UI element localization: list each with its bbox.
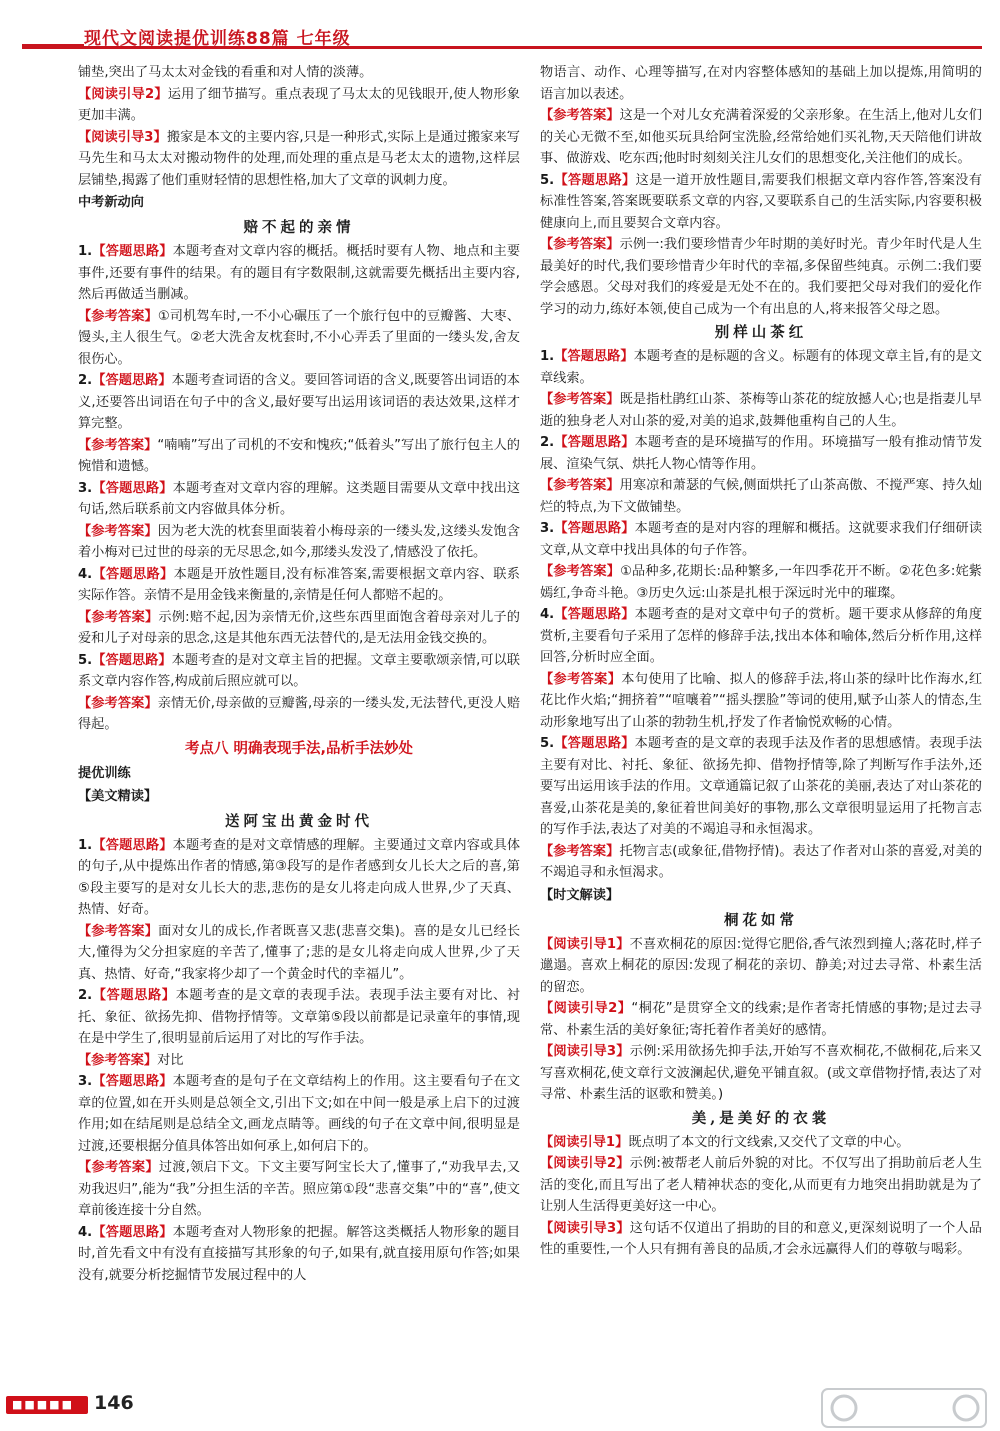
answer-paragraph <box>540 733 982 841</box>
question-number: 3. <box>540 521 555 536</box>
paragraph-text: 本题考查的是句子在文章结构上的作用。这主要看句子在文章的位置,如在开头则是总领全文,引出下文;如在中间一般是承上启下的过渡作用;如在结尾则是总结全文,画龙点睛等。画线的句子在文章中间,很明显是过渡,还要根据分值具体答出如何承上,如何启下的。 <box>78 1074 521 1154</box>
section-heading: 【美文精读】 <box>78 788 158 804</box>
section-tag: 【参考答案】 <box>78 923 159 939</box>
section-tag: 【参考答案】 <box>540 108 620 123</box>
answer-paragraph <box>540 518 982 561</box>
answer-paragraph <box>78 650 520 693</box>
section-heading: 【时文解读】 <box>540 887 620 903</box>
section-tag: 【参考答案】 <box>78 609 159 625</box>
article-title: 送阿宝出黄金时代 <box>225 812 373 830</box>
page-number: 146 <box>94 1392 134 1414</box>
answer-paragraph <box>78 1157 520 1222</box>
answer-paragraph <box>78 521 520 564</box>
section-tag: 【答题思路】 <box>92 1224 173 1240</box>
answer-paragraph <box>78 835 520 921</box>
section-tag: 【答题思路】 <box>92 1074 173 1089</box>
paragraph-text: 本题考查词语的含义。要回答词语的含义,既要答出词语的本义,还要答出词语在句子中的含义,最好要写出运用该词语的表达效果,这样才算完整。 <box>78 373 520 431</box>
question-number: 4. <box>78 566 93 582</box>
section-tag: 【参考答案】 <box>540 843 620 859</box>
paragraph-text: 本题考查的是标题的含义。标题有的体现文章主旨,有的是文章线索。 <box>540 349 982 386</box>
paragraph-text: 不喜欢桐花的原因:觉得它肥俗,香气浓烈到撞人;落花时,样子邋遢。喜欢上桐花的原因:发现了桐花的亲切、静美;对过去寻常、朴素生活的留恋。 <box>540 936 982 995</box>
section-tag: 【参考答案】 <box>540 671 622 687</box>
answer-paragraph <box>540 475 982 518</box>
right-column <box>540 62 982 1261</box>
section-heading: 中考新动向 <box>78 195 144 210</box>
watermark-logo <box>820 1385 990 1431</box>
paragraph-text: 本句使用了比喻、拟人的修辞手法,将山茶的绿叶比作海水,红花比作火焰;“拥挤着”“喧嚷着”“摇头摆脸”等词的使用,赋予山茶人的情态,生动形象地写出了山茶的勃勃生机,抒发了作者愉悦欢畅的心情。 <box>540 671 983 730</box>
paragraph-text: 对比 <box>157 1052 184 1068</box>
paragraph-text: 这句话不仅道出了捐助的目的和意义,更深刻说明了一个人品性的重要性,一个人只有拥有善良的品质,才会永远赢得人们的尊敬与喝彩。 <box>540 1220 982 1257</box>
question-number: 5. <box>78 652 93 668</box>
paragraph-text: 铺垫,突出了马太太对金钱的看重和对人情的淡薄。 <box>78 65 373 80</box>
section-tag: 【参考答案】 <box>78 695 158 711</box>
paragraph-text: 示例一:我们要珍惜青少年时期的美好时光。青少年时代是人生最美好的时代,我们要珍惜青少年时代的幸福,多保留些纯真。示例二:我们要学会感恩。父母对我们的疼爱是无处不在的。我们要把父母对我们的爱化作学习的动力,练好本领,使自己成为一个有出息的人,将来报答父母之恩。 <box>540 237 982 317</box>
answer-paragraph <box>540 561 982 604</box>
book-title: 现代文阅读提优训练88篇 七年级 <box>84 29 351 49</box>
question-number: 2. <box>78 373 93 388</box>
paragraph-text: 本题考查对文章内容的理解。这类题目需要从文章中找出这句话,然后联系前文内容做具体分析。 <box>78 480 521 517</box>
paragraph-text: 用寒凉和萧瑟的气候,侧面烘托了山茶高傲、不搅严寒、持久灿烂的特点,为下文做铺垫。 <box>540 478 982 515</box>
answer-paragraph <box>78 1050 520 1072</box>
answer-paragraph <box>540 1153 982 1218</box>
answer-paragraph <box>78 693 520 736</box>
answer-paragraph <box>78 921 520 986</box>
paragraph-text: 示例:被帮老人前后外貌的对比。不仅写出了捐助前后老人生活的变化,而且写出了老人精神状态的变化,从而更有力地突出捐助就是为了让别人生活得更美好这一中心。 <box>540 1156 982 1214</box>
section-tag: 【参考答案】 <box>540 392 620 407</box>
question-number: 1. <box>78 244 93 259</box>
paragraph-text: 示例:采用欲扬先抑手法,开始写不喜欢桐花,不做桐花,后来又写喜欢桐花,使文章行文波澜起伏,避免平铺直叙。(或文章借物抒情,表达了对寻常、朴素生活的讴歌和赞美。) <box>540 1044 982 1102</box>
paragraph-text: 托物言志(或象征,借物抒情)。表达了作者对山茶的喜爱,对美的不竭追寻和永恒渴求。 <box>540 843 983 880</box>
answer-paragraph <box>540 841 982 884</box>
answer-paragraph <box>78 478 520 521</box>
section-tag: 【答题思路】 <box>554 172 636 188</box>
paragraph-text: 运用了细节描写。重点表现了马太太的见钱眼开,使人物形象更加丰满。 <box>78 86 520 123</box>
answer-paragraph <box>540 346 982 389</box>
question-number: 4. <box>78 1224 93 1240</box>
section-tag: 【答题思路】 <box>554 521 635 536</box>
section-tag: 【参考答案】 <box>78 437 158 453</box>
section-tag: 【阅读引导2】 <box>78 86 168 102</box>
answer-paragraph <box>540 1218 982 1261</box>
paragraph-text: 这是一个对儿女充满着深爱的父亲形象。在生活上,他对儿女们的关心无微不至,如他买玩具给阿宝洗脸,经常给她们买礼物,天天陪他们讲故事、做游戏、吃东西;他时时刻刻关注儿女们的思想变化,关注他们的成长。 <box>540 108 982 166</box>
section-tag: 【参考答案】 <box>78 523 158 539</box>
answer-paragraph <box>78 1222 520 1287</box>
answer-paragraph <box>78 62 520 84</box>
header-accent-bar <box>22 44 84 49</box>
answer-paragraph <box>78 985 520 1050</box>
question-number: 3. <box>78 480 93 496</box>
left-column <box>78 62 520 1286</box>
question-number: 5. <box>540 736 555 751</box>
section-tag: 【阅读引导2】 <box>540 1001 632 1016</box>
article-title: 美,是美好的衣裳 <box>691 1109 831 1127</box>
paragraph-text: 搬家是本文的主要内容,只是一种形式,实际上是通过搬家来写马先生和马太太对搬动物件的处理,而处理的重点是马老太太的遗物,这样层层铺垫,揭露了他们重财轻情的思想性格,加大了文章的讽刺力度。 <box>78 129 520 188</box>
answer-paragraph <box>540 170 982 235</box>
paragraph-text: 本题考查对人物形象的把握。解答这类概括人物形象的题目时,首先看文中有没有直接描写其形象的句子,如果有,就直接用原句作答;如果没有,就要分析挖掘情节发展过程中的人 <box>78 1224 521 1283</box>
answer-paragraph <box>540 669 982 734</box>
question-number: 4. <box>540 607 555 622</box>
paragraph-text: 因为老大洗的枕套里面装着小梅母亲的一缕头发,这缕头发饱含着小梅对已过世的母亲的无尽思念,如今,那缕头发没了,情感没了依托。 <box>78 523 520 560</box>
section-tag: 【答题思路】 <box>554 435 635 450</box>
article-title: 别样山茶红 <box>714 324 808 341</box>
paragraph-text: ①品种多,花期长:品种繁多,一年四季花开不断。②花色多:姹紫嫣红,争奇斗艳。③历史久远:山茶是扎根于深远时光中的璀璨。 <box>540 564 982 601</box>
answer-paragraph <box>78 607 520 650</box>
section-tag: 【答题思路】 <box>92 837 173 853</box>
answer-paragraph <box>540 234 982 320</box>
paragraph-text: 既点明了本文的行文线索,又交代了文章的中心。 <box>628 1134 910 1150</box>
paragraph-text: 本题是开放性题目,没有标准答案,需要根据文章内容、联系实际作答。亲情不是用金钱来衡量的,亲情是任何人都赔不起的。 <box>78 566 520 603</box>
article-title: 赔不起的亲情 <box>243 219 355 236</box>
section-tag: 【答题思路】 <box>554 349 634 364</box>
paragraph-text: 本题考查的是对内容的理解和概括。这就要求我们仔细研读文章,从文章中找出具体的句子作答。 <box>540 521 983 558</box>
question-number: 1. <box>540 349 555 364</box>
section-tag: 【阅读引导1】 <box>540 936 630 952</box>
page-header <box>22 20 982 50</box>
section-tag: 【阅读引导1】 <box>540 1134 629 1150</box>
question-number: 3. <box>78 1074 93 1089</box>
answer-paragraph <box>540 934 982 999</box>
answer-paragraph <box>540 62 982 105</box>
section-tag: 【阅读引导2】 <box>540 1156 630 1171</box>
answer-paragraph <box>78 127 520 192</box>
paragraph-text: 过渡,领启下文。下文主要写阿宝长大了,懂事了,“劝我早去,又劝我迟归”,能为“我”分担生活的辛苦。照应第①段“悲喜交集”中的“喜”,使文章前後连接十分自然。 <box>78 1160 521 1218</box>
article-title: 桐花如常 <box>724 911 798 929</box>
question-number: 2. <box>540 435 555 450</box>
section-tag: 【答题思路】 <box>554 607 635 622</box>
answer-paragraph <box>540 1041 982 1106</box>
paragraph-text: 本题考查的是文章的表现手法及作者的思想感情。表现手法主要有对比、衬托、象征、欲扬先抑、借物抒情等,除了判断写作手法外,还要写出运用该手法的作用。文章通篇记叙了山茶花的美丽,表达了对山茶花的喜爱,山茶花是美的,象征着世间美好的事物,那么文章很明显运用了托物言志的写作手法,表达了对美的不竭追寻和永恒渴求。 <box>540 736 983 837</box>
section-tag: 【阅读引导3】 <box>540 1044 630 1059</box>
paragraph-text: 既是指杜鹃红山茶、茶梅等山茶花的绽放撼人心;也是指妻儿早逝的独身老人对山茶的爱,对美的追求,鼓舞他重构自己的人生。 <box>540 392 982 429</box>
answer-paragraph <box>78 1071 520 1157</box>
answer-paragraph <box>78 84 520 127</box>
section-tag: 【答题思路】 <box>92 480 173 496</box>
section-tag: 【参考答案】 <box>540 564 621 579</box>
paragraph-text: 本题考查的是环境描写的作用。环境描写一般有推动情节发展、渲染气氛、烘托人物心情等作用。 <box>540 435 983 472</box>
answer-paragraph <box>540 105 982 170</box>
section-tag: 【阅读引导3】 <box>78 129 167 145</box>
answer-paragraph <box>540 1132 982 1154</box>
paragraph-text: 本题考查的是对文章情感的理解。主要通过文章内容或具体的句子,从中提炼出作者的情感,第③段写的是作者感到女儿长大之后的喜,第⑤段主要写的是对女儿长大的悲,悲伤的是女儿将走向成人世界,少了天真、热情、好奇。 <box>78 837 521 917</box>
question-number: 2. <box>78 988 93 1003</box>
answer-paragraph <box>78 370 520 435</box>
section-tag: 【答题思路】 <box>92 566 174 582</box>
section-tag: 【参考答案】 <box>78 1052 158 1068</box>
question-number: 1. <box>78 837 93 853</box>
paragraph-text: 这是一道开放性题目,需要我们根据文章内容作答,答案没有标准性答案,答案既要联系文章的内容,又要联系自己的生活实际,内容要积极健康向上,而且要契合文章内容。 <box>540 172 982 231</box>
paragraph-text: “桐花”是贯穿全文的线索;是作者寄托情感的事物;是过去寻常、朴素生活的美好象征;寄托着作者美好的感情。 <box>540 1001 982 1038</box>
answer-paragraph <box>78 564 520 607</box>
answer-paragraph <box>78 306 520 371</box>
paragraph-text: 面对女儿的成长,作者既喜又悲(悲喜交集)。喜的是女儿已经长大,懂得为父分担家庭的辛苦了,懂事了;悲的是女儿将走向成人世界,少了天真、热情、好奇,“我家将少却了一个黄金时代的幸福儿”。 <box>78 923 521 982</box>
section-tag: 【答题思路】 <box>92 373 172 388</box>
section-heading: 提优训练 <box>78 765 131 781</box>
section-tag: 【参考答案】 <box>78 308 158 324</box>
answer-paragraph <box>540 389 982 432</box>
section-tag: 【参考答案】 <box>78 1160 159 1175</box>
publisher-logo: ■■■■■ <box>6 1396 88 1414</box>
section-tag: 【参考答案】 <box>540 237 620 252</box>
answer-paragraph <box>540 432 982 475</box>
paragraph-text: “喃喃”写出了司机的不安和愧疚;“低着头”写出了旅行包主人的惋惜和遗憾。 <box>78 437 520 474</box>
answer-paragraph <box>540 998 982 1041</box>
answer-paragraph <box>78 435 520 478</box>
paragraph-text: 物语言、动作、心理等描写,在对内容整体感知的基础上加以提炼,用简明的语言加以表述。 <box>540 65 982 102</box>
topic-heading: 考点八 明确表现手法,品析手法妙处 <box>184 740 414 757</box>
paragraph-text: 示例:赔不起,因为亲情无价,这些东西里面饱含着母亲对儿子的爱和儿子对母亲的思念,这是其他东西无法替代的,是无法用金钱交换的。 <box>78 609 520 646</box>
section-tag: 【答题思路】 <box>92 652 172 668</box>
paragraph-text: 本题考查对文章内容的概括。概括时要有人物、地点和主要事件,还要有事件的结果。有的题目有字数限制,这就需要先概括出主要内容,然后再做适当删减。 <box>78 244 521 302</box>
question-number: 5. <box>540 172 555 188</box>
section-tag: 【阅读引导3】 <box>540 1220 630 1236</box>
section-tag: 【答题思路】 <box>554 736 635 751</box>
section-tag: 【答题思路】 <box>92 988 176 1003</box>
answer-paragraph <box>78 241 520 306</box>
paragraph-text: ①司机驾车时,一不小心碾压了一个旅行包中的豆瓣酱、大枣、馒头,主人很生气。②老大洗舍友枕套时,不小心弄丢了里面的一缕头发,舍友很伤心。 <box>78 308 521 367</box>
section-tag: 【答题思路】 <box>92 244 173 259</box>
paragraph-text: 本题考查的是对文章主旨的把握。文章主要歌颂亲情,可以联系文章内容作答,构成前后照应就可以。 <box>78 652 520 689</box>
paragraph-text: 亲情无价,母亲做的豆瓣酱,母亲的一缕头发,无法替代,更没人赔得起。 <box>78 695 521 732</box>
answer-paragraph <box>540 604 982 669</box>
paragraph-text: 本题考查的是对文章中句子的赏析。题干要求从修辞的角度赏析,主要看句子采用了怎样的修辞手法,找出本体和喻体,然后分析作用,这样回答,分析时应全面。 <box>540 607 983 665</box>
section-tag: 【参考答案】 <box>540 478 620 493</box>
paragraph-text: 本题考查的是文章的表现手法。表现手法主要有对比、衬托、象征、欲扬先抑、借物抒情等。文章第⑤段以前都是记录童年的事情,现在是中学生了,很明显前后运用了对比的写作手法。 <box>78 988 521 1046</box>
